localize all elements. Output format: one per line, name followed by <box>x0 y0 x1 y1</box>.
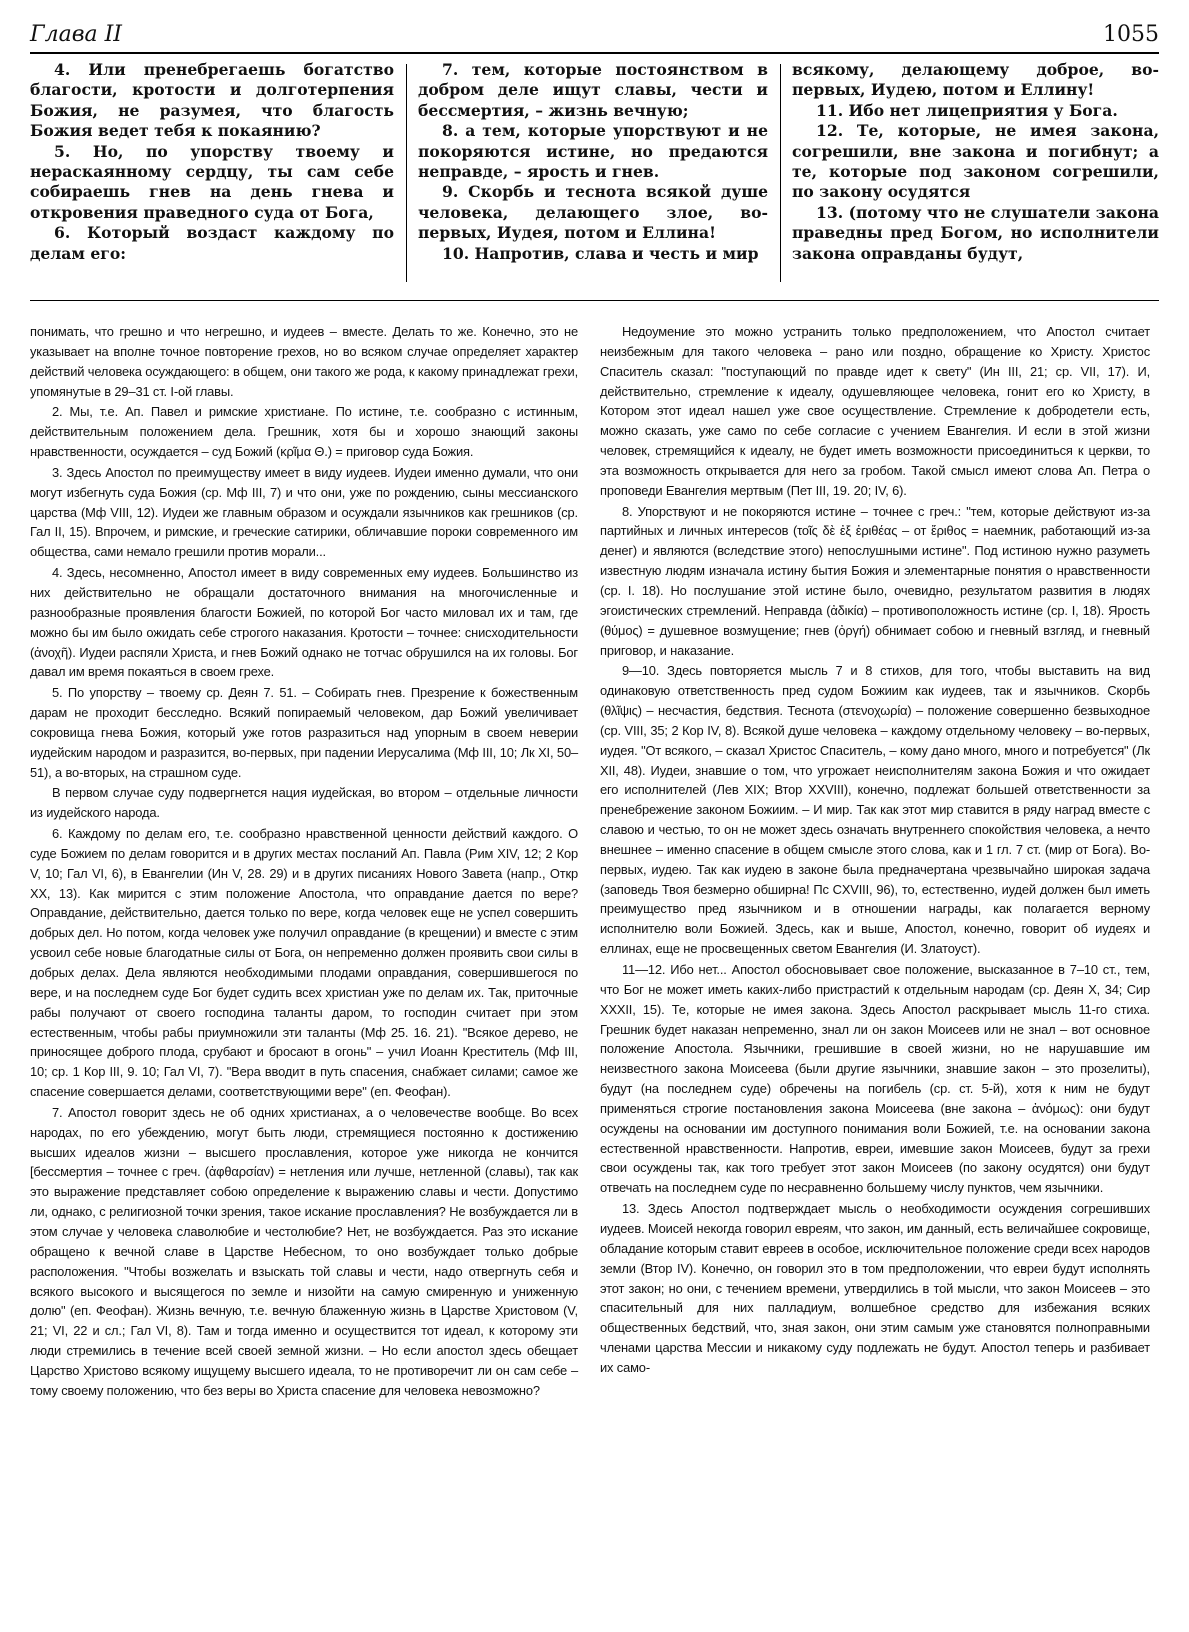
verse-5: 5. Но, по упорству твоему и нераскаянному сердцу, ты сам себе собираешь гнев на день гнева и откровения праведного суда от Бога, <box>30 141 394 222</box>
scripture-verses <box>30 60 1159 290</box>
page-header <box>30 22 1159 48</box>
verse-8: 8. а тем, которые упорствуют и не покоряются истине, но предаются неправде, – ярость и гнев. <box>418 121 768 182</box>
verse-12: 12. Те, которые, не имея закона, согрешили, вне закона и погибнут; а те, которые под законом согрешили, по закону осудятся <box>792 121 1159 202</box>
commentary-paragraph: 13. Здесь Апостол подтверждает мысль о необходимости осуждения согрешивших иудеев. Моисей некогда говорил евреям, что закон, им данный, есть величайшее сокровище, обладание которым ставит евреев в особое, исключительное положение среди всех народов земли (Втор IV). Конечно, он говорил это в том предположении, что евреи будут исполнять этот закон; но они, с течением времени, утвердились в той мысли, что закон Моисеев – это спасительный для них палладиум, волшебное средство для избежания всяких общественных бедствий, что, зная закон, они этим самым уже становятся полноправными членами царства Мессии и никакому суду подлежать не будут. Апостол теперь и разбивает их само- <box>600 1201 1150 1375</box>
verse-10: 10. Напротив, слава и честь и мир <box>442 243 759 263</box>
commentary-paragraph: 8. Упорствуют и не покоряются истине – точнее с греч.: "тем, которые действуют из-за партийных и личных интересов (τοῖς δὲ ἐξ ἐριθέας – от ἔριθος = наемник, работающий из-за денег) и являются (вследствие этого) непослушными истине". Под истиною нужно разуметь известную людям изначала истину бытия Божия и элементарные понятия о нравственности (ср. I. 18). Но послушание этой истине было, очевидно, результатом развития в людях эгоистических стремлений. Неправда (ἀδικία) – противоположность истине (ср. I, 18). Ярость (θύμος) = душевное возмущение; гнев (ὀργή) обнимает собою и гневный взгляд, и гневный приговор, и наказание. <box>600 503 1150 658</box>
verse-6: 6. Который воздаст каждому по делам его: <box>30 223 394 263</box>
commentary-paragraph: 11—12. Ибо нет... Апостол обосновывает свое положение, высказанное в 7–10 ст., тем, что Бог не может иметь каких-либо пристрастий к отдельным народам (ср. Деян X, 34; Сир XXXII, 15). Те, которые не имея закона. Здесь Апостол раскрывает мысль 11-го стиха. Грешник будет наказан непременно, знал ли он закон Моисеев или не знал – вот основное положение Апостола. Язычники, грешившие в своей жизни, но не нарушавшие им неизвестного закона Моисеева (были другие язычники, знавшие закон – это прозелиты), будут (на последнем суде) обречены на погибель (ср. ст. 5-й), хотя к ним не будут применяться строгие постановления закона Моисеева (вне закона – ἀνόμως): они будут осуждены на основании им доступного понимания воли Божией, т.е. на основании закона естественной нравственности. Напротив, евреи, имевшие закон Моисеев, будут за грехи свои осуждены так, как того требует этот закон Моисеев (по закону осудятся) они будут отвечать на последнем суде по несравненно большему числу пунктов, чем язычники. <box>600 962 1150 1196</box>
page-number: 1055 <box>1103 22 1159 47</box>
column-divider <box>780 64 781 282</box>
commentary-paragraph: В первом случае суду подвергнется нация иудейская, во втором – отдельные личности из иудейского народа. <box>30 785 578 821</box>
verse-11: 11. Ибо нет лицеприятия у Бога. <box>816 100 1118 120</box>
commentary-paragraph: 4. Здесь, несомненно, Апостол имеет в виду современных ему иудеев. Большинство из них действительно не обращали достаточного внимания на многочисленные и разнообразные проявления благости Божией, по которой Бог часто миловал их и там, где можно бы им было ожидать себе строгого наказания. Кротости – точнее: снисходительности (ἀνοχῆ). Иудеи распяли Христа, и гнев Божий однако не тотчас обрушился на их головы. Бог давал им время покаяться в своем грехе. <box>30 565 578 680</box>
column-divider <box>406 64 407 282</box>
commentary-paragraph: Недоумение это можно устранить только предположением, что Апостол считает неизбежным для такого человека – рано или поздно, обращение ко Христу. Христос Спаситель сказал: "поступающий по правде идет к свету" (Ин III, 21; ср. VII, 17). И, действительно, стремление к идеалу, одушевляющее человека, гонит его ко Христу, в Котором этот идеал нашел уже свое осуществление. Стремление к добродетели есть, можно сказать, уже само по себе согласие с учением Евангелия. И если в этой жизни человек, стремящийся к идеалу, не будет иметь возможности присоединиться к церкви, то эта возможность открывается для него за гробом. Такой смысл имеют слова Ап. Петра о проповеди Евангелия мертвым (Пет III, 19. 20; IV, 6). <box>600 324 1150 498</box>
commentary-paragraph: понимать, что грешно и что негрешно, и иудеев – вместе. Делать то же. Конечно, это не указывает на вполне точное повторение грехов, но во всяком случае определяет характер действий человека осуждающего: в общем, они такого же рода, к какому принадлежат грехи, упомянутые в 29–31 ст. I-ой главы. <box>30 324 578 399</box>
verse-4: 4. Или пренебрегаешь богатство благости, кротости и долготерпения Божия, не разумея, что благость Божия ведет тебя к покаянию? <box>30 60 394 141</box>
verse-9: 9. Скорбь и теснота всякой душе человека, делающего злое, во-первых, Иудея, потом и Еллина! <box>418 182 768 243</box>
verse-10-continued: всякому, делающему доброе, во-первых, Иудею, потом и Еллину! <box>792 60 1159 100</box>
chapter-title: Глава II <box>30 22 122 47</box>
verse-column-1 <box>30 60 394 264</box>
commentary-paragraph: 2. Мы, т.е. Ап. Павел и римские христиане. По истине, т.е. сообразно с истинным, действительным положением дела. Грешник, хотя бы и хорошо знающий законы нравственности, осуждается – суд Божий (κρῖμα Θ.) = приговор суда Божия. <box>30 404 578 460</box>
verse-13: 13. (потому что не слушатели закона праведны пред Богом, но исполнители закона оправданы будут, <box>792 202 1159 263</box>
commentary-right-column <box>600 322 1150 1379</box>
section-rule <box>30 300 1159 301</box>
commentary-paragraph: 6. Каждому по делам его, т.е. сообразно нравственной ценности действий каждого. О суде Божием по делам говорится и в других местах посланий Ап. Павла (Рим XIV, 12; 2 Кор V, 10; Гал VI, 6), в Евангелии (Ин V, 28. 29) и в других писаниях Нового Завета (напр., Откр XX, 13). Как мирится с этим положение Апостола, что оправдание дается по вере? Оправдание, действительно, дается только по вере, когда человек еще не успел совершить добрых дел. Но потом, когда человек уже получил оправдание (в крещении) и вместе с этим усвоил себе новые благодатные силы от Бога, он непременно должен проявить свои силы в добрых делах. Дела являются необходимыми плодами оправдания, совершившегося по вере, и на последнем суде Бог будет судить всех христиан уже по делам их. Так, приточные рабы получают от своего господина таланты даром, то господин считает при этом естественным, чтобы рабы приумножили эти таланты (Мф 25. 16. 21). "Всякое дерево, не приносящее доброго плода, срубают и бросают в огонь" – учил Иоанн Креститель (Мф III, 10; ср. 1 Кор III, 9. 10; Гал VI, 7). "Вера вводит в путь спасения, снабжает силами; самое же спасение совершается делами, соответствующими вере" (еп. Феофан). <box>30 826 578 1100</box>
commentary-paragraph: 7. Апостол говорит здесь не об одних христианах, а о человечестве вообще. Во всех народах, по его убеждению, могут быть люди, стремящиеся постоянно к достижению высших идеалов жизни – высшего прославления, которое уже никогда не кончится [бессмертия – точнее с греч. (ἀφθαρσίαν) = нетления или лучше, нетленной (славы), так как это выражение представляет собою определение к выражению славы и чести. Допустимо ли, однако, с религиозной точки зрения, такое искание прославления? Не возбуждается ли в этом случае у человека славолюбие и честолюбие? Нет, не возбуждается. Раз это искание обращено к вечной славе в Царстве Небесном, то оно возбуждает только добрые расположения. "Чтобы возжелать и взыскать той славы и чести, надо отвергнуть себя и всякого высокого и высящегося по земле и низойти на самую смиренную и униженную долю" (еп. Феофан). Жизнь вечную, т.е. вечную блаженную жизнь в Царстве Христовом (V, 21; VI, 22 и сл.; Гал VI, 8). Там и тогда именно и осуществится тот идеал, к которому эти люди стремились в течение всей своей земной жизни. – Но если апостол здесь обещает Царство Христово всякому ищущему высшего идеала, то не противоречит ли он сам себе – тому своему положению, что без веры во Христа спасение для человека невозможно? <box>30 1104 578 1398</box>
commentary-paragraph: 9—10. Здесь повторяется мысль 7 и 8 стихов, для того, чтобы выставить на вид одинаковую ответственность пред судом Божиим как иудеев, так и язычников. Скорбь (θλῖψις) – несчастия, бедствия. Теснота (στενοχωρία) – положение совершенно безвыходное (ср. VIII, 35; 2 Кор IV, 8). Всякой душе человека – каждому отдельному человеку – во-первых, иудея. "От всякого, – сказал Христос Спаситель, – кому дано много, много и потребуется" (Лк XII, 48). Иудеи, знавшие о том, что угрожает неисполнителям закона Божия и что ожидает его исполнителей (Лев XIX; Втор XXVIII), конечно, подлежат большей ответственности за пренебрежение законом Божиим. – И мир. Так как этот мир ставится в ряду наград вместе с славою и честью, то он не может здесь означать внутреннего спокойствия человека, а нечто внешнее – именно спасение в общем смысле этого слова, как и 1 гл. 7 ст. (мир от Бога). Во-первых, иудею. Так как иудею в законе была предначертана чрезвычайно широкая задача (заповедь Твоя безмерно обширна! Пс CXVIII, 96), то, естественно, иудей должен был иметь преимущество пред язычником и в отношении награды, как полагается верному исполнителю воли Божией. Здесь, как и выше, Апостол, конечно, говорит об иудеях и еллинах, еще не просвещенных светом Евангелия (И. Златоуст). <box>600 663 1150 957</box>
verse-7: 7. тем, которые постоянством в добром деле ищут славы, чести и бессмертия, – жизнь вечную; <box>418 60 768 120</box>
header-rule <box>30 52 1159 54</box>
verse-column-3 <box>792 60 1159 264</box>
commentary-paragraph: 5. По упорству – твоему ср. Деян 7. 51. – Собирать гнев. Презрение к божественным дарам не проходит бесследно. Всякий попираемый человеком, дар Божий увеличивает сокровища гнева Божия, который уже готов разразиться над упорным в своем неверии иудейским народом и разразится, во-первых, при падении Иерусалима (Мф III, 10; Лк XI, 50–51), а во-вторых, на страшном суде. <box>30 685 578 780</box>
commentary-left-column <box>30 322 578 1402</box>
verse-column-2 <box>418 60 768 264</box>
commentary-paragraph: 3. Здесь Апостол по преимуществу имеет в виду иудеев. Иудеи именно думали, что они могут избегнуть суда Божия (ср. Мф III, 7) и что они, уже по рождению, сыны мессианского царства (Мф VIII, 12). Иудеи же главным образом и осуждали язычников как грешников (ср. Гал II, 15). Впрочем, и римские, и греческие сатирики, обличавшие пороки современного им общества, сами немало грешили против морали... <box>30 464 578 560</box>
